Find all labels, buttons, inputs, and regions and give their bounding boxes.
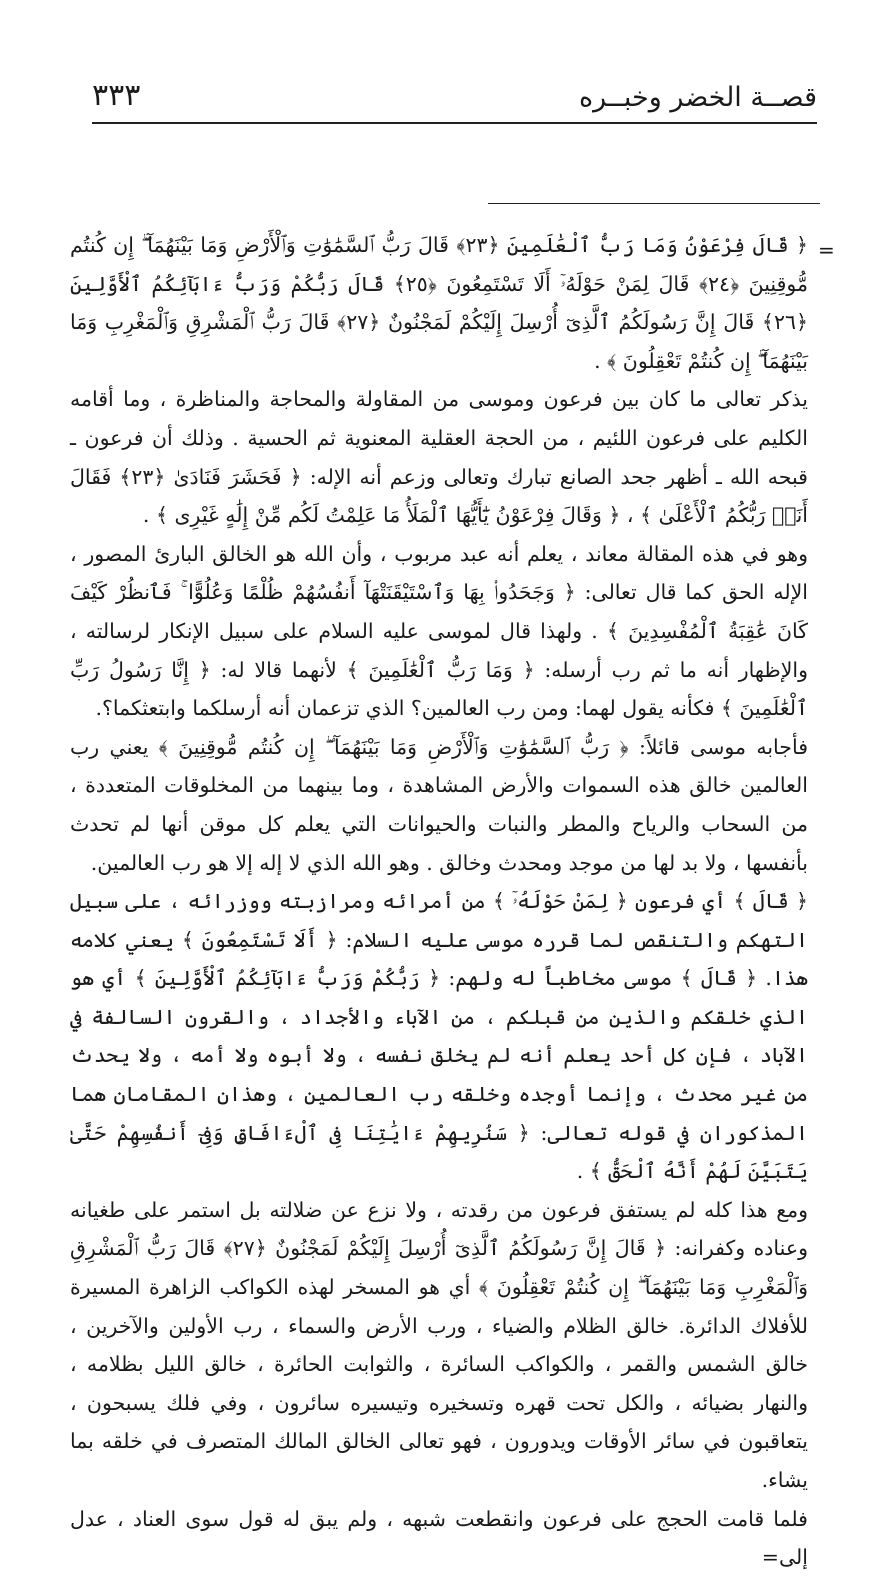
running-title: قصــة الخضر وخبــره xyxy=(579,82,817,113)
paragraph: فلما قامت الحجج على فرعون وانقطعت شبهه ، ولم يبق له قول سوى العناد ، عدل إلى= xyxy=(70,1506,808,1570)
page-header xyxy=(92,78,817,124)
paragraph: فأجابه موسى قائلاً: ﴿ رَبُّ ٱلسَّمَٰوَٰتِ وَٱلْأَرْضِ وَمَا بَيْنَهُمَآ ۖ إِن كُنتُم مُّوقِنِينَ ﴾ يعني رب العالمين خالق هذه السموات والأرض المشاهدة ، وما بينهما من المخلوقات المتعددة ، من السحاب والرياح والمطر والنبات والحيوانات التي يعلم كل موقن أنها لم تحدث بأنفسها ، ولا بد لها من موجد ومحدث وخالق . وهو الله الذي لا إله إلا هو رب العالمين. xyxy=(70,734,808,875)
paragraph: ﴿ قَالَ ﴾ أي فرعون ﴿ لِمَنْ حَوْلَهُۥٓ ﴾ من أمرائه ومرازبته ووزرائه ، على سبيل التهكم والتنقص لما قرره موسى عليه السلام: ﴿ أَلَا تَسْتَمِعُونَ ﴾ يعني كلامه هذا. ﴿ قَالَ ﴾ موسى مخاطباً له ولهم: ﴿ رَبُّكُمْ وَرَبُّ ءَابَآئِكُمُ ٱلْأَوَّلِينَ ﴾ أي هو الذي خلقكم والذين من قبلكم ، من الآباء والأجداد ، والقرون السالفة في الآباد ، فإن كل أحد يعلم أنه لم يخلق نفسه ، ولا أبوه ولا أمه ، ولا يحدث من غير محدث ، وإنما أوجده وخلقه رب العالمين ، وهذان المقامان هما المذكوران في قوله تعالى: ﴿ سَنُرِيهِمْ ءَايَٰتِنَا فِى ٱلْءَافَاقِ وَفِىٓ أَنفُسِهِمْ حَتَّىٰ يَتَبَيَّنَ لَهُمْ أَنَّهُ ٱلْحَقُّ ﴾ . xyxy=(70,889,808,1184)
quran-verse-block: ﴿ قَالَ فِرْعَوْنُ وَمَا رَبُّ ٱلْعَٰلَمِينَ ﴿٢٣﴾ قَالَ رَبُّ ٱلسَّمَٰوَٰتِ وَٱلْأَرْضِ وَمَا بَيْنَهُمَآ ۖ إِن كُنتُم مُّوقِنِينَ ﴿٢٤﴾ قَالَ لِمَنْ حَوْلَهُۥٓ أَلَا تَسْتَمِعُونَ ﴿٢٥﴾ قَالَ رَبُّكُمْ وَرَبُّ ءَابَآئِكُمُ ٱلْأَوَّلِينَ ﴿٢٦﴾ قَالَ إِنَّ رَسُولَكُمُ ٱلَّذِىٓ أُرْسِلَ إِلَيْكُمْ لَمَجْنُونٌ ﴿٢٧﴾ قَالَ رَبُّ ٱلْمَشْرِقِ وَٱلْمَغْرِبِ وَمَا بَيْنَهُمَآ ۖ إِن كُنتُمْ تَعْقِلُونَ ﴾ . xyxy=(70,233,808,373)
margin-continuation-mark: = xyxy=(818,238,835,262)
paragraph: ومع هذا كله لم يستفق فرعون من رقدته ، ولا نزع عن ضلالته بل استمر على طغيانه وعناده وكفرانه: ﴿ قَالَ إِنَّ رَسُولَكُمُ ٱلَّذِىٓ أُرْسِلَ إِلَيْكُمْ لَمَجْنُونٌ ﴿٢٧﴾ قَالَ رَبُّ ٱلْمَشْرِقِ وَٱلْمَغْرِبِ وَمَا بَيْنَهُمَآ ۖ إِن كُنتُمْ تَعْقِلُونَ ﴾ أي هو المسخر لهذه الكواكب الزاهرة المسيرة للأفلاك الدائرة. خالق الظلام والضياء ، ورب الأرض والسماء ، رب الأولين والآخرين ، خالق الشمس والقمر ، والكواكب السائرة ، والثوابت الحائرة ، خالق الليل بظلامه ، والنهار بضيائه ، والكل تحت قهره وتسخيره وتيسيره سائرون ، وفي فلك يسبحون ، يتعاقبون في سائر الأوقات ويدورون ، فهو تعالى الخالق المالك المتصرف في خلقه بما يشاء. xyxy=(70,1197,808,1492)
section-divider xyxy=(488,203,820,204)
paragraph: يذكر تعالى ما كان بين فرعون وموسى من المقاولة والمحاجة والمناظرة ، وما أقامه الكليم على فرعون اللئيم ، من الحجة العقلية المعنوية ثم الحسية . وذلك أن فرعون ـ قبحه الله ـ أظهر جحد الصانع تبارك وتعالى وزعم أنه الإله: ﴿ فَحَشَرَ فَنَادَىٰ ﴿٢٣﴾ فَقَالَ أَنَا۠ رَبُّكُمُ ٱلْأَعْلَىٰ ﴾ ، ﴿ وَقَالَ فِرْعَوْنُ يَٰٓأَيُّهَا ٱلْمَلَأُ مَا عَلِمْتُ لَكُم مِّنْ إِلَٰهٍ غَيْرِى ﴾ . xyxy=(70,387,808,528)
page-number: ٣٣٣ xyxy=(92,78,141,113)
body-text xyxy=(70,226,808,1577)
paragraph: وهو في هذه المقالة معاند ، يعلم أنه عبد مربوب ، وأن الله هو الخالق البارئ المصور ، الإله الحق كما قال تعالى: ﴿ وَجَحَدُوا۟ بِهَا وَٱسْتَيْقَنَتْهَآ أَنفُسُهُمْ ظُلْمًا وَعُلُوًّا ۚ فَٱنظُرْ كَيْفَ كَانَ عَٰقِبَةُ ٱلْمُفْسِدِينَ ﴾ . ولهذا قال لموسى عليه السلام على سبيل الإنكار لرسالته ، والإظهار أنه ما ثم رب أرسله: ﴿ وَمَا رَبُّ ٱلْعَٰلَمِينَ ﴾ لأنهما قالا له: ﴿ إِنَّا رَسُولُ رَبِّ ٱلْعَٰلَمِينَ ﴾ فكأنه يقول لهما: ومن رب العالمين؟ الذي تزعمان أنه أرسلكما وابتعثكما؟. xyxy=(70,541,808,721)
